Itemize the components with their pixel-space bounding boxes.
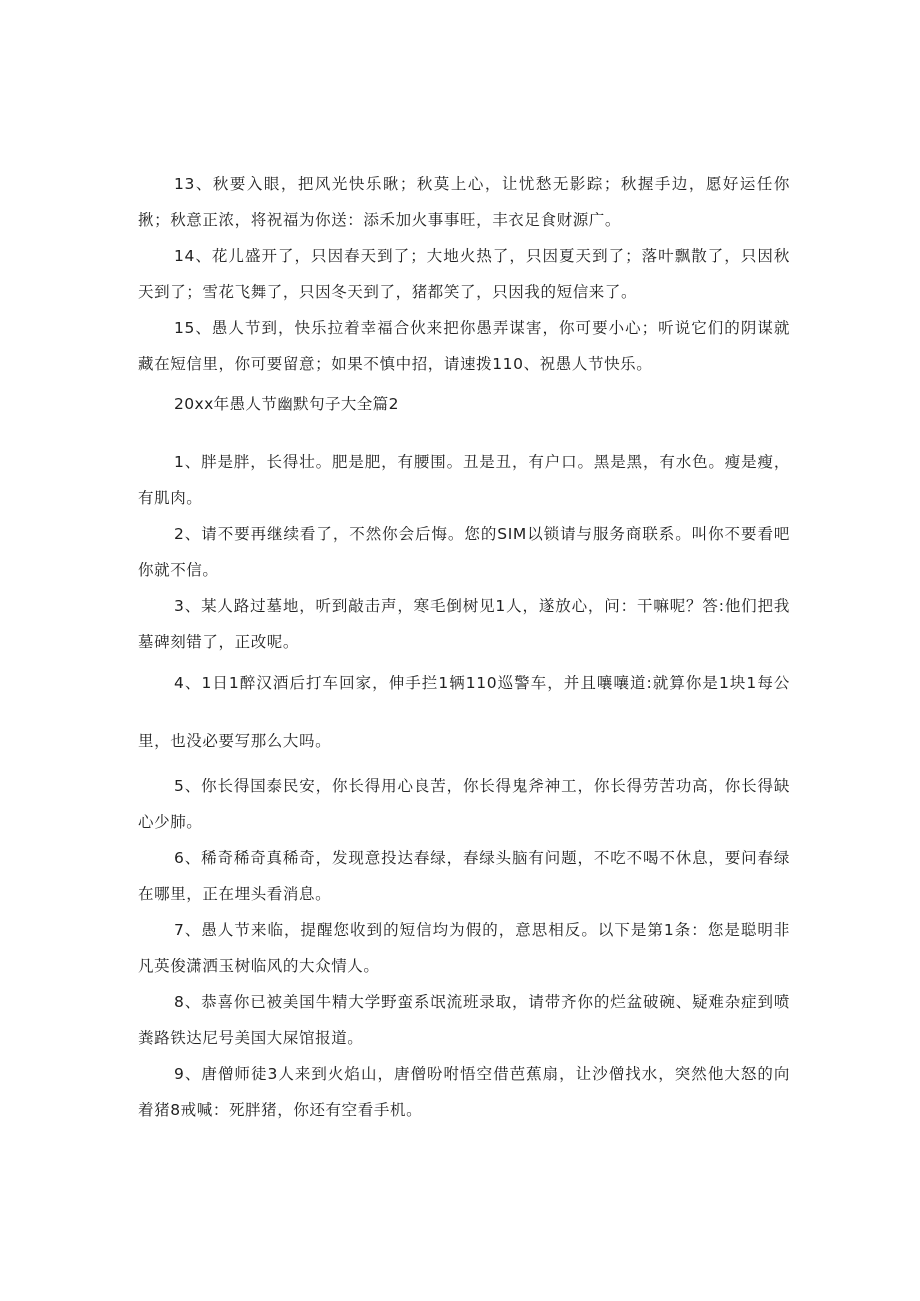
section-heading: 20xx年愚人节幽默句子大全篇2	[174, 395, 399, 413]
paragraph-13: 13、秋要入眼，把风光快乐瞅；秋莫上心，让忧愁无影踪；秋握手边，愿好运任你揪；秋意正浓，将祝福为你送：添禾加火事事旺，丰衣足食财源广。	[138, 175, 790, 229]
paragraph-15: 15、愚人节到，快乐拉着幸福合伙来把你愚弄谋害，你可要小心；听说它们的阴谋就藏在短信里，你可要留意；如果不慎中招，请速拨110、祝愚人节快乐。	[138, 319, 790, 373]
paragraph-8: 8、恭喜你已被美国牛精大学野蛮系氓流班录取，请带齐你的烂盆破碗、疑难杂症到喷粪路铁达尼号美国大屎馆报道。	[138, 993, 790, 1047]
paragraph-3: 3、某人路过墓地，听到敲击声，寒毛倒树见1人，遂放心，问：干嘛呢？答:他们把我墓碑刻错了，正改呢。	[138, 597, 790, 651]
paragraph-14: 14、花儿盛开了，只因春天到了；大地火热了，只因夏天到了；落叶飘散了，只因秋天到了；雪花飞舞了，只因冬天到了，猪都笑了，只因我的短信来了。	[138, 247, 790, 301]
paragraph-1: 1、胖是胖，长得壮。肥是肥，有腰围。丑是丑，有户口。黑是黑，有水色。瘦是瘦，有肌肉。	[138, 453, 790, 507]
paragraph-6: 6、稀奇稀奇真稀奇，发现意投达春绿，春绿头脑有问题，不吃不喝不休息，要问春绿在哪里，正在埋头看消息。	[138, 849, 790, 903]
paragraph-5: 5、你长得国泰民安，你长得用心良苦，你长得鬼斧神工，你长得劳苦功高，你长得缺心少肺。	[138, 777, 790, 831]
paragraph-4: 4、1日1醉汉酒后打车回家，伸手拦1辆110巡警车，并且嚷嚷道:就算你是1块1每公里，也没必要写那么大吗。	[138, 674, 790, 750]
paragraph-2: 2、请不要再继续看了，不然你会后悔。您的SIM以锁请与服务商联系。叫你不要看吧你就不信。	[138, 525, 790, 579]
paragraph-9: 9、唐僧师徒3人来到火焰山，唐僧吩咐悟空借芭蕉扇，让沙僧找水，突然他大怒的向着猪8戒喊：死胖猪，你还有空看手机。	[138, 1065, 790, 1119]
paragraph-7: 7、愚人节来临，提醒您收到的短信均为假的，意思相反。以下是第1条：您是聪明非凡英俊潇洒玉树临风的大众情人。	[138, 921, 790, 975]
